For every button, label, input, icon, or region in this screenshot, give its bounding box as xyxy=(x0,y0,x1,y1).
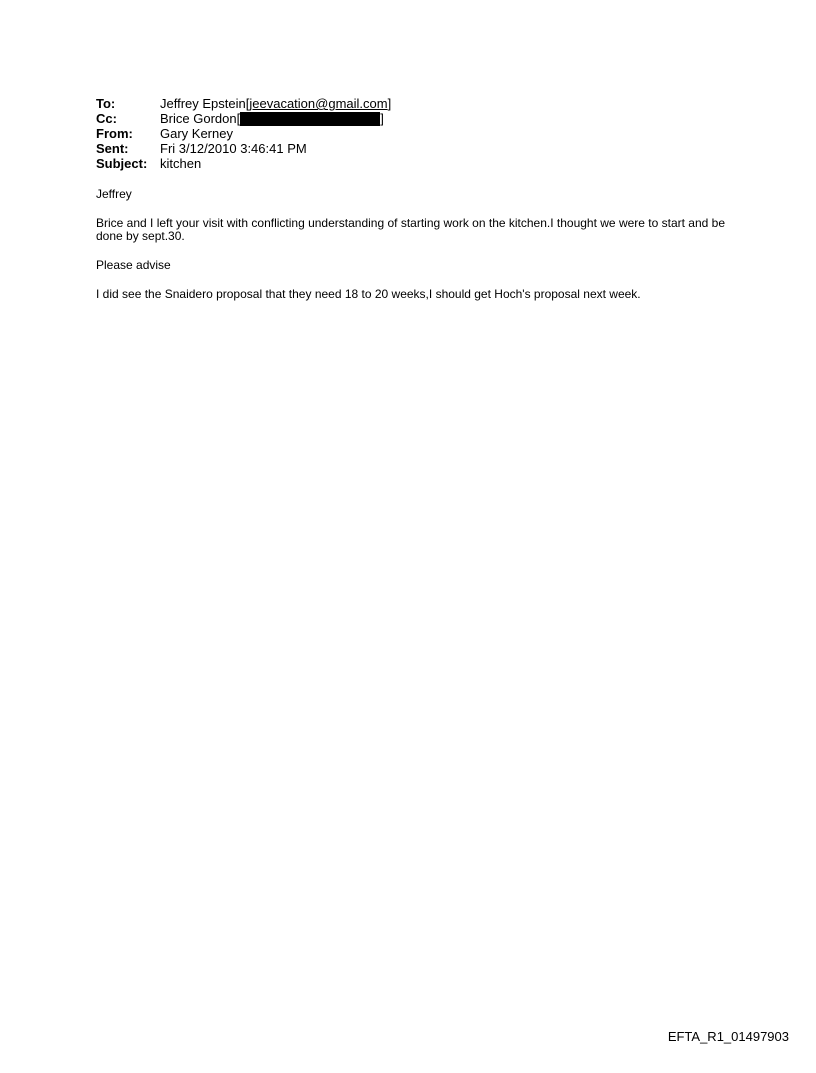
email-header xyxy=(96,96,391,171)
cc-name: Brice Gordon[ xyxy=(160,111,241,126)
cc-row xyxy=(96,111,391,126)
to-value xyxy=(160,96,391,111)
to-name: Jeffrey Epstein[ xyxy=(160,96,250,111)
subject-value: kitchen xyxy=(160,156,202,171)
cc-label: Cc: xyxy=(96,111,117,126)
to-email-link[interactable]: jeevacation@gmail.com xyxy=(249,96,388,111)
body-paragraph-2: Please advise xyxy=(96,258,171,272)
redaction-box xyxy=(240,112,380,126)
body-paragraph-3: I did see the Snaidero proposal that they need 18 to 20 weeks,I should get Hoch's proposal next week. xyxy=(96,287,641,301)
document-id: EFTA_R1_01497903 xyxy=(667,1029,789,1044)
from-label: From: xyxy=(96,126,133,141)
to-row xyxy=(96,96,391,111)
cc-close-bracket: ] xyxy=(380,111,384,126)
sent-row xyxy=(96,141,391,156)
body-paragraph-1: Brice and I left your visit with conflicting understanding of starting work on the kitchen.I thought we were to start and be done by sept.30. xyxy=(96,216,726,243)
from-row xyxy=(96,126,391,141)
to-close-bracket: ] xyxy=(387,96,392,111)
to-label: To: xyxy=(96,96,116,111)
subject-row xyxy=(96,156,391,171)
cc-value xyxy=(160,111,384,126)
sent-label: Sent: xyxy=(96,141,129,156)
sent-value: Fri 3/12/2010 3:46:41 PM xyxy=(160,141,307,156)
subject-label: Subject: xyxy=(96,156,148,171)
email-body xyxy=(96,188,736,317)
greeting: Jeffrey xyxy=(96,187,132,201)
from-value: Gary Kerney xyxy=(160,126,233,141)
